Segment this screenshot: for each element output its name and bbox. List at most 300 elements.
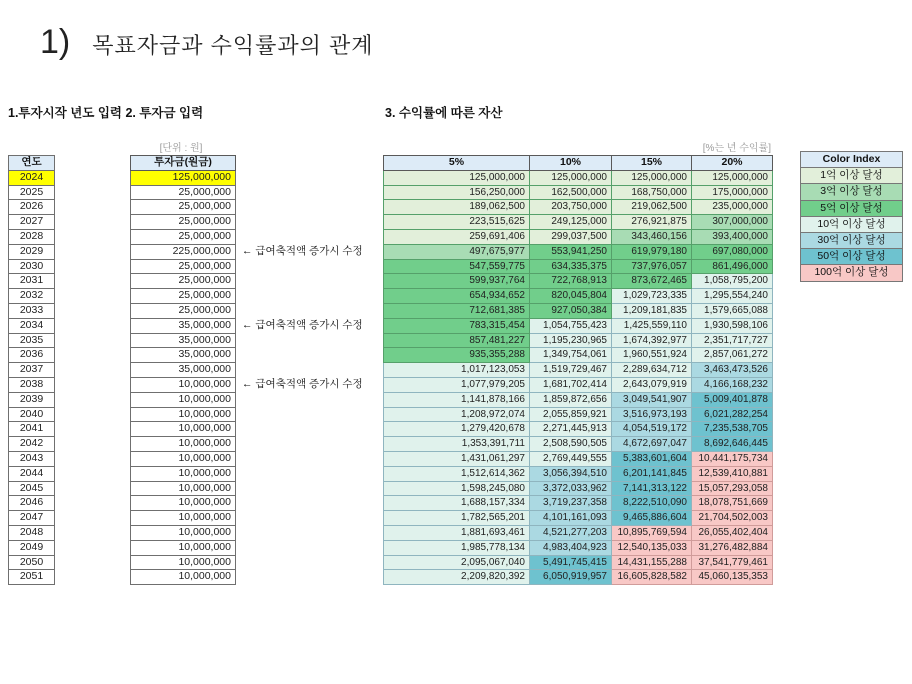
year-cell[interactable]: 2034 (9, 318, 55, 333)
investment-row (131, 407, 403, 422)
asset-cell[interactable]: 189,062,500 (384, 200, 530, 215)
note-spacer (236, 170, 403, 185)
year-cell[interactable]: 2025 (9, 185, 55, 200)
year-row (9, 259, 55, 274)
asset-cell[interactable]: 861,496,000 (692, 259, 773, 274)
year-cell[interactable]: 2035 (9, 333, 55, 348)
investment-row (131, 466, 403, 481)
asset-cell[interactable]: 2,271,445,913 (530, 422, 612, 437)
asset-cell[interactable]: 3,049,541,907 (612, 392, 692, 407)
investment-cell[interactable]: 10,000,000 (131, 377, 236, 392)
asset-cell[interactable]: 343,460,156 (612, 229, 692, 244)
legend-row (801, 200, 903, 216)
year-row (9, 348, 55, 363)
year-row (9, 570, 55, 585)
year-table-body (9, 170, 55, 584)
investment-cell[interactable]: 25,000,000 (131, 200, 236, 215)
year-row (9, 377, 55, 392)
investment-row (131, 200, 403, 215)
asset-cell[interactable]: 1,519,729,467 (530, 363, 612, 378)
note-spacer (236, 451, 403, 466)
investment-row (131, 525, 403, 540)
asset-cell[interactable]: 31,276,482,884 (692, 540, 773, 555)
asset-row (384, 466, 773, 481)
note-spacer (236, 525, 403, 540)
investment-row (131, 289, 403, 304)
year-cell[interactable]: 2046 (9, 496, 55, 511)
asset-cell[interactable]: 2,643,079,919 (612, 377, 692, 392)
year-cell[interactable]: 2028 (9, 229, 55, 244)
investment-cell[interactable]: 10,000,000 (131, 466, 236, 481)
asset-cell[interactable]: 12,540,135,033 (612, 540, 692, 555)
asset-cell[interactable]: 26,055,402,404 (692, 525, 773, 540)
asset-cell[interactable]: 1,425,559,110 (612, 318, 692, 333)
asset-cell[interactable]: 1,195,230,965 (530, 333, 612, 348)
year-row (9, 215, 55, 230)
asset-cell[interactable]: 1,930,598,106 (692, 318, 773, 333)
year-cell[interactable]: 2031 (9, 274, 55, 289)
increase-note: ← 급여축적액 증가시 수정 (236, 377, 403, 392)
legend-row (801, 184, 903, 200)
asset-cell[interactable]: 393,400,000 (692, 229, 773, 244)
asset-cell[interactable]: 249,125,000 (530, 215, 612, 230)
asset-cell[interactable]: 175,000,000 (692, 185, 773, 200)
note-spacer (236, 437, 403, 452)
asset-header-5pct: 5% (384, 156, 530, 171)
investment-cell[interactable]: 10,000,000 (131, 481, 236, 496)
asset-cell[interactable]: 156,250,000 (384, 185, 530, 200)
asset-cell[interactable]: 1,209,181,835 (612, 303, 692, 318)
asset-cell[interactable]: 737,976,057 (612, 259, 692, 274)
asset-cell[interactable]: 2,289,634,712 (612, 363, 692, 378)
asset-row (384, 392, 773, 407)
note-spacer (236, 570, 403, 585)
asset-table-body (384, 170, 773, 584)
investment-cell[interactable]: 25,000,000 (131, 185, 236, 200)
asset-cell[interactable]: 1,058,795,200 (692, 274, 773, 289)
investment-row (131, 215, 403, 230)
asset-cell[interactable]: 1,881,693,461 (384, 525, 530, 540)
asset-cell[interactable]: 1,017,123,053 (384, 363, 530, 378)
note-spacer (236, 407, 403, 422)
note-spacer (236, 259, 403, 274)
note-spacer (236, 229, 403, 244)
investment-cell[interactable]: 10,000,000 (131, 392, 236, 407)
asset-cell[interactable]: 1,029,723,335 (612, 289, 692, 304)
asset-cell[interactable]: 634,335,375 (530, 259, 612, 274)
note-spacer (236, 274, 403, 289)
asset-row (384, 437, 773, 452)
note-spacer (236, 348, 403, 363)
year-row (9, 229, 55, 244)
asset-cell[interactable]: 4,521,277,203 (530, 525, 612, 540)
investment-row (131, 274, 403, 289)
investment-cell[interactable]: 10,000,000 (131, 451, 236, 466)
investment-row (131, 496, 403, 511)
asset-cell[interactable]: 4,983,404,923 (530, 540, 612, 555)
page-title (40, 24, 373, 61)
year-row (9, 200, 55, 215)
asset-header-row (384, 156, 773, 171)
investment-row (131, 422, 403, 437)
year-cell[interactable]: 2037 (9, 363, 55, 378)
year-cell[interactable]: 2039 (9, 392, 55, 407)
year-cell[interactable]: 2024 (9, 170, 55, 185)
year-row (9, 392, 55, 407)
asset-cell[interactable]: 935,355,288 (384, 348, 530, 363)
legend-row (801, 168, 903, 184)
asset-cell[interactable]: 9,465,886,604 (612, 511, 692, 526)
asset-cell[interactable]: 6,201,141,845 (612, 466, 692, 481)
asset-header-10pct: 10% (530, 156, 612, 171)
year-row (9, 540, 55, 555)
investment-cell[interactable]: 25,000,000 (131, 289, 236, 304)
year-cell[interactable]: 2048 (9, 525, 55, 540)
asset-cell[interactable]: 299,037,500 (530, 229, 612, 244)
asset-row (384, 363, 773, 378)
investment-cell[interactable]: 35,000,000 (131, 348, 236, 363)
asset-cell[interactable]: 1,141,878,166 (384, 392, 530, 407)
asset-cell[interactable]: 14,431,155,288 (612, 555, 692, 570)
asset-cell[interactable]: 259,691,406 (384, 229, 530, 244)
year-row (9, 466, 55, 481)
asset-cell[interactable]: 5,009,401,878 (692, 392, 773, 407)
asset-cell[interactable]: 2,508,590,505 (530, 437, 612, 452)
note-spacer (236, 555, 403, 570)
asset-cell[interactable]: 553,941,250 (530, 244, 612, 259)
asset-cell[interactable]: 168,750,000 (612, 185, 692, 200)
investment-cell[interactable]: 25,000,000 (131, 229, 236, 244)
asset-row (384, 333, 773, 348)
note-spacer (236, 363, 403, 378)
asset-row (384, 481, 773, 496)
year-cell[interactable]: 2040 (9, 407, 55, 422)
investment-cell[interactable]: 35,000,000 (131, 333, 236, 348)
asset-cell[interactable]: 1,598,245,080 (384, 481, 530, 496)
asset-row (384, 555, 773, 570)
asset-cell[interactable]: 235,000,000 (692, 200, 773, 215)
year-cell[interactable]: 2033 (9, 303, 55, 318)
asset-row (384, 185, 773, 200)
note-spacer (236, 185, 403, 200)
note-spacer (236, 511, 403, 526)
asset-row (384, 170, 773, 185)
asset-cell[interactable]: 1,782,565,201 (384, 511, 530, 526)
legend-item: 5억 이상 달성 (801, 200, 903, 216)
year-cell[interactable]: 2038 (9, 377, 55, 392)
title-text: 목표자금과 수익률과의 관계 (92, 33, 374, 58)
asset-row (384, 318, 773, 333)
asset-cell[interactable]: 722,768,913 (530, 274, 612, 289)
year-row (9, 525, 55, 540)
asset-cell[interactable]: 1,985,778,134 (384, 540, 530, 555)
investment-cell[interactable]: 225,000,000 (131, 244, 236, 259)
asset-cell[interactable]: 4,672,697,047 (612, 437, 692, 452)
year-row (9, 318, 55, 333)
asset-cell[interactable]: 276,921,875 (612, 215, 692, 230)
year-cell[interactable]: 2032 (9, 289, 55, 304)
legend-item: 50억 이상 달성 (801, 249, 903, 265)
investment-cell[interactable]: 25,000,000 (131, 303, 236, 318)
investment-table-wrap (130, 155, 403, 585)
asset-cell[interactable]: 3,372,033,962 (530, 481, 612, 496)
year-row (9, 363, 55, 378)
investment-row (131, 437, 403, 452)
investment-row (131, 348, 403, 363)
increase-note: ← 급여축적액 증가시 수정 (236, 244, 403, 259)
asset-cell[interactable]: 1,431,061,297 (384, 451, 530, 466)
asset-cell[interactable]: 6,050,919,957 (530, 570, 612, 585)
asset-cell[interactable]: 3,463,473,526 (692, 363, 773, 378)
note-spacer (236, 496, 403, 511)
asset-cell[interactable]: 1,077,979,205 (384, 377, 530, 392)
year-table (8, 155, 55, 585)
legend-item: 3억 이상 달성 (801, 184, 903, 200)
asset-row (384, 451, 773, 466)
investment-cell[interactable]: 10,000,000 (131, 407, 236, 422)
asset-cell[interactable]: 547,559,775 (384, 259, 530, 274)
investment-column-header: 투자금(원금) (131, 156, 236, 171)
asset-cell[interactable]: 8,692,646,445 (692, 437, 773, 452)
legend-item: 100억 이상 달성 (801, 265, 903, 281)
asset-row (384, 274, 773, 289)
asset-row (384, 289, 773, 304)
asset-cell[interactable]: 1,208,972,074 (384, 407, 530, 422)
asset-cell[interactable]: 125,000,000 (612, 170, 692, 185)
legend-body (801, 168, 903, 281)
year-cell[interactable]: 2036 (9, 348, 55, 363)
asset-cell[interactable]: 21,704,502,003 (692, 511, 773, 526)
asset-cell[interactable]: 1,674,392,977 (612, 333, 692, 348)
note-spacer (236, 289, 403, 304)
asset-row (384, 407, 773, 422)
asset-row (384, 377, 773, 392)
asset-cell[interactable]: 6,021,282,254 (692, 407, 773, 422)
year-column-header: 연도 (9, 156, 55, 171)
investment-cell[interactable]: 10,000,000 (131, 437, 236, 452)
year-row (9, 303, 55, 318)
asset-cell[interactable]: 10,895,769,594 (612, 525, 692, 540)
investment-row (131, 570, 403, 585)
asset-cell[interactable]: 2,769,449,555 (530, 451, 612, 466)
asset-cell[interactable]: 1,859,872,656 (530, 392, 612, 407)
increase-note: ← 급여축적액 증가시 수정 (236, 318, 403, 333)
year-row (9, 274, 55, 289)
investment-cell[interactable]: 25,000,000 (131, 259, 236, 274)
asset-cell[interactable]: 3,719,237,358 (530, 496, 612, 511)
asset-cell[interactable]: 873,672,465 (612, 274, 692, 289)
year-cell[interactable]: 2026 (9, 200, 55, 215)
year-cell[interactable]: 2044 (9, 466, 55, 481)
year-row (9, 496, 55, 511)
asset-cell[interactable]: 7,235,538,705 (692, 422, 773, 437)
year-row (9, 437, 55, 452)
asset-cell[interactable]: 307,000,000 (692, 215, 773, 230)
investment-cell[interactable]: 10,000,000 (131, 540, 236, 555)
investment-row (131, 244, 403, 259)
asset-cell[interactable]: 2,857,061,272 (692, 348, 773, 363)
investment-cell[interactable]: 10,000,000 (131, 570, 236, 585)
investment-cell[interactable]: 10,000,000 (131, 555, 236, 570)
asset-cell[interactable]: 1,579,665,088 (692, 303, 773, 318)
asset-cell[interactable]: 125,000,000 (692, 170, 773, 185)
investment-cell[interactable]: 35,000,000 (131, 318, 236, 333)
asset-table (383, 155, 773, 585)
asset-cell[interactable]: 1,279,420,678 (384, 422, 530, 437)
asset-cell[interactable]: 5,383,601,604 (612, 451, 692, 466)
asset-cell[interactable]: 162,500,000 (530, 185, 612, 200)
asset-row (384, 540, 773, 555)
asset-cell[interactable]: 654,934,652 (384, 289, 530, 304)
asset-cell[interactable]: 497,675,977 (384, 244, 530, 259)
investment-table-body (131, 170, 403, 584)
year-cell[interactable]: 2030 (9, 259, 55, 274)
investment-cell[interactable]: 10,000,000 (131, 511, 236, 526)
investment-cell[interactable]: 10,000,000 (131, 422, 236, 437)
asset-cell[interactable]: 1,512,614,362 (384, 466, 530, 481)
year-cell[interactable]: 2043 (9, 451, 55, 466)
year-row (9, 451, 55, 466)
note-spacer (236, 333, 403, 348)
year-row (9, 422, 55, 437)
asset-header-20pct: 20% (692, 156, 773, 171)
legend-item: 1억 이상 달성 (801, 168, 903, 184)
asset-cell[interactable]: 2,055,859,921 (530, 407, 612, 422)
asset-cell[interactable]: 820,045,804 (530, 289, 612, 304)
asset-cell[interactable]: 4,166,168,232 (692, 377, 773, 392)
asset-row (384, 496, 773, 511)
color-index-legend (800, 151, 903, 282)
asset-cell[interactable]: 857,481,227 (384, 333, 530, 348)
investment-cell[interactable]: 35,000,000 (131, 363, 236, 378)
investment-row (131, 377, 403, 392)
investment-row (131, 303, 403, 318)
legend-item: 30억 이상 달성 (801, 233, 903, 249)
asset-cell[interactable]: 1,681,702,414 (530, 377, 612, 392)
investment-row (131, 170, 403, 185)
investment-cell[interactable]: 25,000,000 (131, 274, 236, 289)
note-header-spacer (236, 156, 403, 171)
legend-row (801, 233, 903, 249)
year-row (9, 511, 55, 526)
investment-row (131, 481, 403, 496)
asset-cell[interactable]: 619,979,180 (612, 244, 692, 259)
asset-cell[interactable]: 16,605,828,582 (612, 570, 692, 585)
legend-row (801, 249, 903, 265)
asset-cell[interactable]: 8,222,510,090 (612, 496, 692, 511)
asset-cell[interactable]: 10,441,175,734 (692, 451, 773, 466)
year-row (9, 555, 55, 570)
year-cell[interactable]: 2049 (9, 540, 55, 555)
year-row (9, 407, 55, 422)
asset-cell[interactable]: 223,515,625 (384, 215, 530, 230)
asset-cell[interactable]: 125,000,000 (530, 170, 612, 185)
asset-row (384, 229, 773, 244)
asset-cell[interactable]: 37,541,779,461 (692, 555, 773, 570)
asset-cell[interactable]: 12,539,410,881 (692, 466, 773, 481)
note-spacer (236, 466, 403, 481)
asset-cell[interactable]: 927,050,384 (530, 303, 612, 318)
asset-row (384, 259, 773, 274)
asset-cell[interactable]: 3,516,973,193 (612, 407, 692, 422)
investment-row (131, 185, 403, 200)
note-spacer (236, 200, 403, 215)
investment-cell[interactable]: 125,000,000 (131, 170, 236, 185)
year-cell[interactable]: 2045 (9, 481, 55, 496)
asset-cell[interactable]: 1,688,157,334 (384, 496, 530, 511)
note-spacer (236, 215, 403, 230)
investment-row (131, 333, 403, 348)
percent-note-label: [%는 년 수익률] (702, 143, 771, 154)
year-row (9, 333, 55, 348)
asset-row (384, 348, 773, 363)
year-cell[interactable]: 2042 (9, 437, 55, 452)
investment-row (131, 363, 403, 378)
year-cell[interactable]: 2041 (9, 422, 55, 437)
section-title-assets: 3. 수익률에 따른 자산 (385, 106, 503, 120)
year-cell[interactable]: 2029 (9, 244, 55, 259)
legend-row (801, 265, 903, 281)
asset-row (384, 200, 773, 215)
year-cell[interactable]: 2051 (9, 570, 55, 585)
year-row (9, 244, 55, 259)
year-row (9, 481, 55, 496)
asset-cell[interactable]: 45,060,135,353 (692, 570, 773, 585)
asset-cell[interactable]: 2,209,820,392 (384, 570, 530, 585)
investment-cell[interactable]: 10,000,000 (131, 525, 236, 540)
asset-cell[interactable]: 599,937,764 (384, 274, 530, 289)
asset-cell[interactable]: 4,101,161,093 (530, 511, 612, 526)
year-cell[interactable]: 2027 (9, 215, 55, 230)
investment-cell[interactable]: 10,000,000 (131, 496, 236, 511)
note-spacer (236, 540, 403, 555)
title-number: 1) (40, 23, 71, 61)
asset-cell[interactable]: 697,080,000 (692, 244, 773, 259)
asset-cell[interactable]: 783,315,454 (384, 318, 530, 333)
asset-cell[interactable]: 219,062,500 (612, 200, 692, 215)
asset-cell[interactable]: 5,491,745,415 (530, 555, 612, 570)
investment-cell[interactable]: 25,000,000 (131, 215, 236, 230)
asset-cell[interactable]: 203,750,000 (530, 200, 612, 215)
note-spacer (236, 481, 403, 496)
asset-cell[interactable]: 18,078,751,669 (692, 496, 773, 511)
asset-cell[interactable]: 7,141,313,122 (612, 481, 692, 496)
asset-cell[interactable]: 1,353,391,711 (384, 437, 530, 452)
asset-cell[interactable]: 1,295,554,240 (692, 289, 773, 304)
year-cell[interactable]: 2047 (9, 511, 55, 526)
asset-row (384, 525, 773, 540)
asset-cell[interactable]: 1,054,755,423 (530, 318, 612, 333)
asset-header-15pct: 15% (612, 156, 692, 171)
investment-table (130, 155, 403, 585)
asset-cell[interactable]: 1,349,754,061 (530, 348, 612, 363)
asset-cell[interactable]: 125,000,000 (384, 170, 530, 185)
asset-cell[interactable]: 4,054,519,172 (612, 422, 692, 437)
asset-cell[interactable]: 712,681,385 (384, 303, 530, 318)
asset-cell[interactable]: 2,095,067,040 (384, 555, 530, 570)
investment-row (131, 392, 403, 407)
year-cell[interactable]: 2050 (9, 555, 55, 570)
asset-cell[interactable]: 15,057,293,058 (692, 481, 773, 496)
asset-cell[interactable]: 2,351,717,727 (692, 333, 773, 348)
asset-row (384, 303, 773, 318)
legend-title: Color Index (801, 152, 903, 168)
asset-cell[interactable]: 3,056,394,510 (530, 466, 612, 481)
asset-row (384, 215, 773, 230)
legend-item: 10억 이상 달성 (801, 216, 903, 232)
asset-cell[interactable]: 1,960,551,924 (612, 348, 692, 363)
asset-row (384, 570, 773, 585)
